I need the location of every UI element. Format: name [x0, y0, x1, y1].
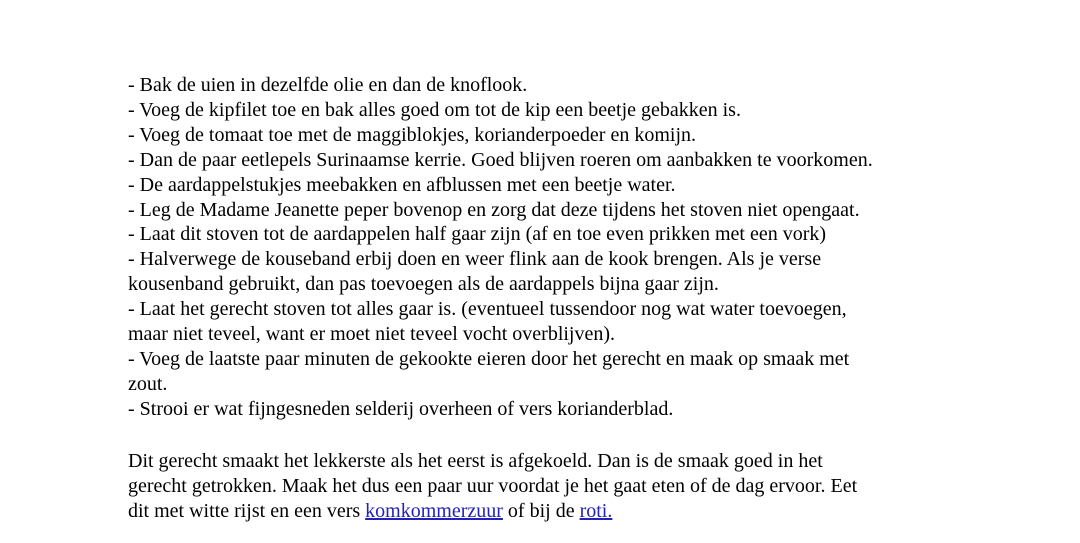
step-item — [128, 73, 988, 98]
step-item — [128, 347, 988, 397]
step-item — [128, 123, 988, 148]
step-item — [128, 198, 988, 223]
closing-text: of bij de — [502, 499, 580, 522]
closing-line: Dit gerecht smaakt het lekkerste als het eerst is afgekoeld. Dan is de smaak goed in het — [128, 449, 823, 472]
preparation-steps — [128, 73, 988, 422]
recipe-text — [128, 73, 988, 523]
step-line: - De aardappelstukjes meebakken en afblussen met een beetje water. — [128, 173, 676, 196]
closing-line — [128, 499, 988, 524]
step-line: kousenband gebruikt, dan pas toevoegen als de aardappels bijna gaar zijn. — [128, 273, 719, 296]
closing-paragraph — [128, 449, 988, 524]
step-item — [128, 98, 988, 123]
step-line: - Laat het gerecht stoven tot alles gaar is. (eventueel tussendoor nog wat water toevoegen, — [128, 298, 847, 321]
step-item — [128, 222, 988, 247]
paragraph-gap — [128, 422, 988, 449]
komkommerzuur-link[interactable]: komkommerzuur — [365, 499, 503, 522]
step-line: zout. — [128, 372, 168, 395]
step-line: - Laat dit stoven tot de aardappelen half gaar zijn (af en toe even prikken met een vork) — [128, 223, 827, 246]
step-line: - Halverwege de kouseband erbij doen en weer flink aan de kook brengen. Als je verse — [128, 248, 822, 271]
step-line: - Voeg de laatste paar minuten de gekookte eieren door het gerecht en maak op smaak met — [128, 347, 850, 370]
step-line: - Voeg de kipfilet toe en bak alles goed om tot de kip een beetje gebakken is. — [128, 98, 741, 121]
step-item — [128, 173, 988, 198]
step-line: - Voeg de tomaat toe met de maggiblokjes, korianderpoeder en komijn. — [128, 123, 696, 146]
step-item — [128, 397, 988, 422]
step-line: - Bak de uien in dezelfde olie en dan de knoflook. — [128, 74, 528, 96]
step-line: - Leg de Madame Jeanette peper bovenop en zorg dat deze tijdens het stoven niet opengaat. — [128, 198, 860, 221]
roti-link[interactable]: roti. — [579, 499, 613, 522]
step-line: - Dan de paar eetlepels Surinaamse kerrie. Goed blijven roeren om aanbakken te voorkomen. — [128, 148, 873, 171]
step-item — [128, 297, 988, 347]
closing-text: dit met witte rijst en een vers — [128, 499, 366, 522]
step-item — [128, 148, 988, 173]
step-line: maar niet teveel, want er moet niet teveel vocht overblijven). — [128, 323, 616, 346]
closing-line: gerecht getrokken. Maak het dus een paar uur voordat je het gaat eten of de dag ervoor. Eet — [128, 474, 858, 497]
step-line: - Strooi er wat fijngesneden selderij overheen of vers korianderblad. — [128, 397, 674, 420]
step-item — [128, 247, 988, 297]
